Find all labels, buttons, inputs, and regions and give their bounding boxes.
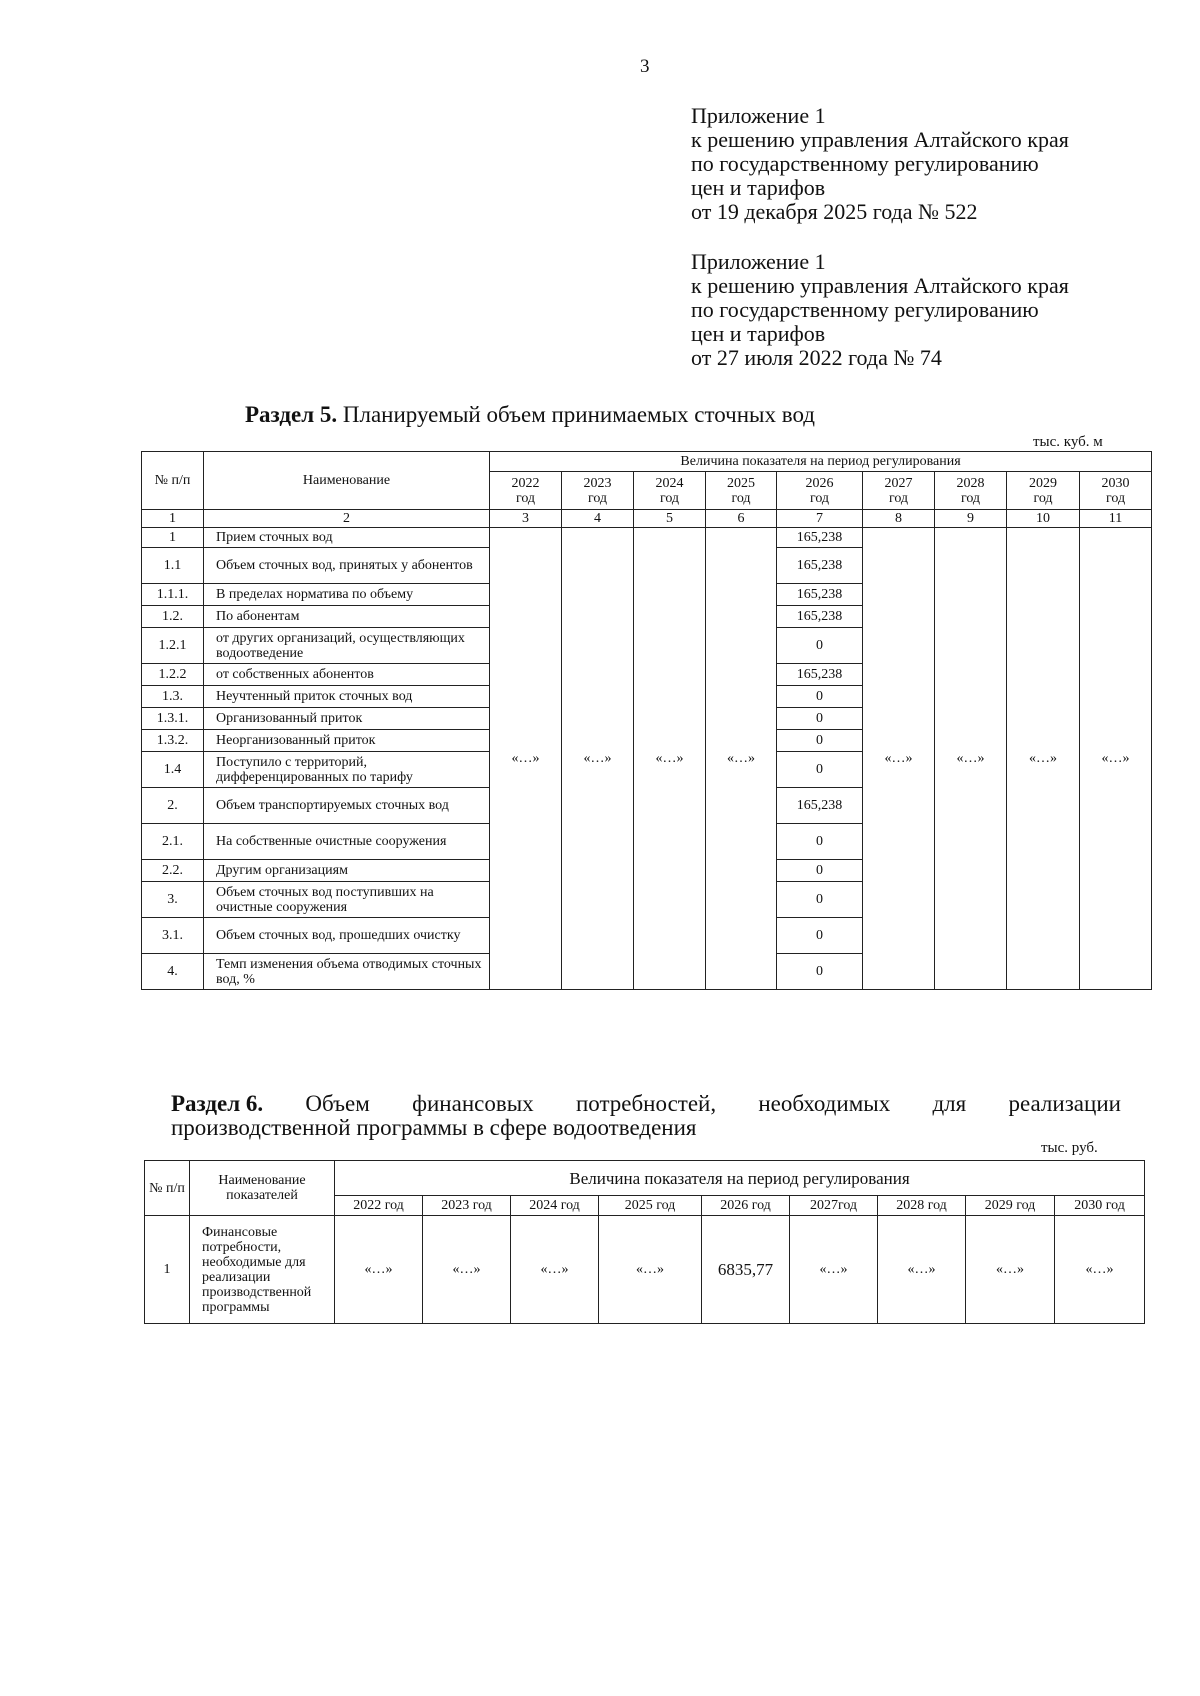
year-suffix: год xyxy=(515,490,536,506)
row-num: 1.2.1 xyxy=(142,628,204,664)
section6-title-word: для xyxy=(932,1091,967,1116)
placeholder-cell: «…» xyxy=(706,528,777,990)
row-value: «…» xyxy=(790,1216,878,1324)
value-2026: 0 xyxy=(777,752,863,788)
year-value: 2023 xyxy=(583,475,612,491)
section6-title-line1 xyxy=(171,1092,1121,1116)
row-num: 1.3. xyxy=(142,686,204,708)
section5-title-text: Планируемый объем принимаемых сточных вод xyxy=(337,402,815,427)
appendix-line: цен и тарифов xyxy=(691,175,826,200)
row-value: 6835,77 xyxy=(702,1216,790,1324)
row-num: 1.1.1. xyxy=(142,584,204,606)
header-year xyxy=(1007,472,1080,510)
row-value: «…» xyxy=(878,1216,966,1324)
placeholder-cell: «…» xyxy=(634,528,706,990)
appendix-line: по государственному регулированию xyxy=(691,151,1039,176)
section6-title-word: финансовых xyxy=(412,1091,534,1116)
value-2026: 0 xyxy=(777,686,863,708)
section6-title-word: реализации xyxy=(1008,1091,1121,1116)
value-2026: 0 xyxy=(777,954,863,990)
row-name: Неорганизованный приток xyxy=(204,730,490,752)
year-value: 2026 xyxy=(805,475,834,491)
section6-title-line2: производственной программы в сфере водоотведения xyxy=(171,1115,697,1140)
header-period: Величина показателя на период регулирования xyxy=(335,1161,1145,1196)
year-suffix: год xyxy=(659,490,680,506)
row-value: «…» xyxy=(423,1216,511,1324)
row-num: 1.3.1. xyxy=(142,708,204,730)
value-2026: 165,238 xyxy=(777,548,863,584)
placeholder-cell: «…» xyxy=(935,528,1007,990)
row-value: «…» xyxy=(1055,1216,1145,1324)
row-num: 1.2.2 xyxy=(142,664,204,686)
section6-title-word: Объем xyxy=(305,1091,370,1116)
header-year xyxy=(863,472,935,510)
appendix-line: к решению управления Алтайского края xyxy=(691,273,1069,298)
row-name: Объем сточных вод, прошедших очистку xyxy=(204,918,490,954)
value-2026: 0 xyxy=(777,708,863,730)
placeholder-cell: «…» xyxy=(562,528,634,990)
year-value: 2027 xyxy=(884,475,913,491)
year-value: 2024 xyxy=(655,475,684,491)
value-2026: 0 xyxy=(777,860,863,882)
header-year: 2025 год xyxy=(599,1196,702,1216)
column-number: 7 xyxy=(777,510,863,528)
placeholder-cell: «…» xyxy=(490,528,562,990)
row-name: Финансовые потребности, необходимые для реализации производственной программы xyxy=(190,1216,335,1324)
appendix-line: Приложение 1 xyxy=(691,249,826,274)
header-year: 2023 год xyxy=(423,1196,511,1216)
row-num: 3. xyxy=(142,882,204,918)
row-name: от собственных абонентов xyxy=(204,664,490,686)
section6-title xyxy=(171,1092,1121,1140)
appendix-line: от 27 июля 2022 года № 74 xyxy=(691,345,942,370)
appendix-line: Приложение 1 xyxy=(691,103,826,128)
row-value: «…» xyxy=(599,1216,702,1324)
row-value: «…» xyxy=(335,1216,423,1324)
column-number: 4 xyxy=(562,510,634,528)
row-num: 1 xyxy=(142,528,204,548)
header-num: № п/п xyxy=(142,452,204,510)
header-year: 2022 год xyxy=(335,1196,423,1216)
row-name: В пределах норматива по объему xyxy=(204,584,490,606)
row-name: Прием сточных вод xyxy=(204,528,490,548)
section6-unit: тыс. руб. xyxy=(1041,1140,1098,1156)
section6-table xyxy=(144,1160,1145,1324)
value-2026: 165,238 xyxy=(777,664,863,686)
value-2026: 0 xyxy=(777,824,863,860)
year-value: 2022 xyxy=(511,475,540,491)
column-number: 10 xyxy=(1007,510,1080,528)
value-2026: 165,238 xyxy=(777,788,863,824)
year-suffix: год xyxy=(731,490,751,506)
row-name: Объем сточных вод, принятых у абонентов xyxy=(204,548,490,584)
value-2026: 0 xyxy=(777,918,863,954)
column-number: 9 xyxy=(935,510,1007,528)
header-name: Наименование показателей xyxy=(190,1161,335,1216)
row-name: Другим организациям xyxy=(204,860,490,882)
value-2026: 165,238 xyxy=(777,606,863,628)
row-name: от других организаций, осуществляющих водоотведение xyxy=(204,628,490,664)
section5-unit: тыс. куб. м xyxy=(1033,434,1103,450)
column-number: 1 xyxy=(142,510,204,528)
column-number: 11 xyxy=(1080,510,1152,528)
appendix-current xyxy=(691,104,1069,224)
row-name: Неучтенный приток сточных вод xyxy=(204,686,490,708)
section5-title-bold: Раздел 5. xyxy=(245,402,338,427)
row-num: 4. xyxy=(142,954,204,990)
row-name: Объем сточных вод поступивших на очистные сооружения xyxy=(204,882,490,918)
row-num: 1.2. xyxy=(142,606,204,628)
row-num: 1.3.2. xyxy=(142,730,204,752)
header-year xyxy=(562,472,634,510)
year-value: 2030 xyxy=(1101,475,1130,491)
header-year xyxy=(634,472,706,510)
header-year: 2029 год xyxy=(966,1196,1055,1216)
row-num: 1.1 xyxy=(142,548,204,584)
row-num: 2. xyxy=(142,788,204,824)
header-year: 2026 год xyxy=(702,1196,790,1216)
row-num: 2.2. xyxy=(142,860,204,882)
row-num: 3.1. xyxy=(142,918,204,954)
table-row xyxy=(142,528,1152,548)
year-suffix: год xyxy=(1033,490,1053,506)
column-number: 3 xyxy=(490,510,562,528)
table-row xyxy=(145,1216,1145,1324)
row-name: Темп изменения объема отводимых сточных вод, % xyxy=(204,954,490,990)
value-2026: 0 xyxy=(777,730,863,752)
value-2026: 0 xyxy=(777,882,863,918)
column-number: 8 xyxy=(863,510,935,528)
year-value: 2029 xyxy=(1029,475,1057,491)
value-2026: 0 xyxy=(777,628,863,664)
appendix-line: цен и тарифов xyxy=(691,321,826,346)
placeholder-cell: «…» xyxy=(1007,528,1080,990)
placeholder-cell: «…» xyxy=(1080,528,1152,990)
year-suffix: год xyxy=(587,490,608,506)
section6-title-bold: Раздел 6. xyxy=(171,1091,264,1116)
section5-table xyxy=(141,451,1152,990)
header-year xyxy=(706,472,777,510)
appendix-previous xyxy=(691,250,1069,370)
row-name: По абонентам xyxy=(204,606,490,628)
value-2026: 165,238 xyxy=(777,584,863,606)
appendix-line: по государственному регулированию xyxy=(691,297,1039,322)
header-year xyxy=(935,472,1007,510)
placeholder-cell: «…» xyxy=(863,528,935,990)
row-value: «…» xyxy=(966,1216,1055,1324)
header-year: 2024 год xyxy=(511,1196,599,1216)
row-num: 1 xyxy=(145,1216,190,1324)
header-year: 2028 год xyxy=(878,1196,966,1216)
column-number: 5 xyxy=(634,510,706,528)
row-name: Объем транспортируемых сточных вод xyxy=(204,788,490,824)
year-value: 2025 xyxy=(727,475,755,491)
header-period: Величина показателя на период регулирования xyxy=(490,452,1152,472)
header-year xyxy=(777,472,863,510)
row-value: «…» xyxy=(511,1216,599,1324)
year-suffix: год xyxy=(888,490,909,506)
header-num: № п/п xyxy=(145,1161,190,1216)
year-suffix: год xyxy=(960,490,981,506)
section6-title-word: потребностей, xyxy=(575,1091,717,1116)
page-number: 3 xyxy=(640,56,650,77)
header-name: Наименование xyxy=(204,452,490,510)
column-number: 2 xyxy=(204,510,490,528)
row-name: На собственные очистные сооружения xyxy=(204,824,490,860)
row-num: 1.4 xyxy=(142,752,204,788)
value-2026: 165,238 xyxy=(777,528,863,548)
header-year: 2027год xyxy=(790,1196,878,1216)
header-year xyxy=(1080,472,1152,510)
year-suffix: год xyxy=(1105,490,1126,506)
row-num: 2.1. xyxy=(142,824,204,860)
section5-title xyxy=(245,402,815,428)
column-number: 6 xyxy=(706,510,777,528)
section6-title-word: необходимых xyxy=(758,1091,891,1116)
appendix-line: от 19 декабря 2025 года № 522 xyxy=(691,199,978,224)
year-value: 2028 xyxy=(956,475,985,491)
year-suffix: год xyxy=(809,490,830,506)
appendix-line: к решению управления Алтайского края xyxy=(691,127,1069,152)
header-year xyxy=(490,472,562,510)
row-name: Поступило с территорий, дифференцированных по тарифу xyxy=(204,752,490,788)
row-name: Организованный приток xyxy=(204,708,490,730)
header-year: 2030 год xyxy=(1055,1196,1145,1216)
